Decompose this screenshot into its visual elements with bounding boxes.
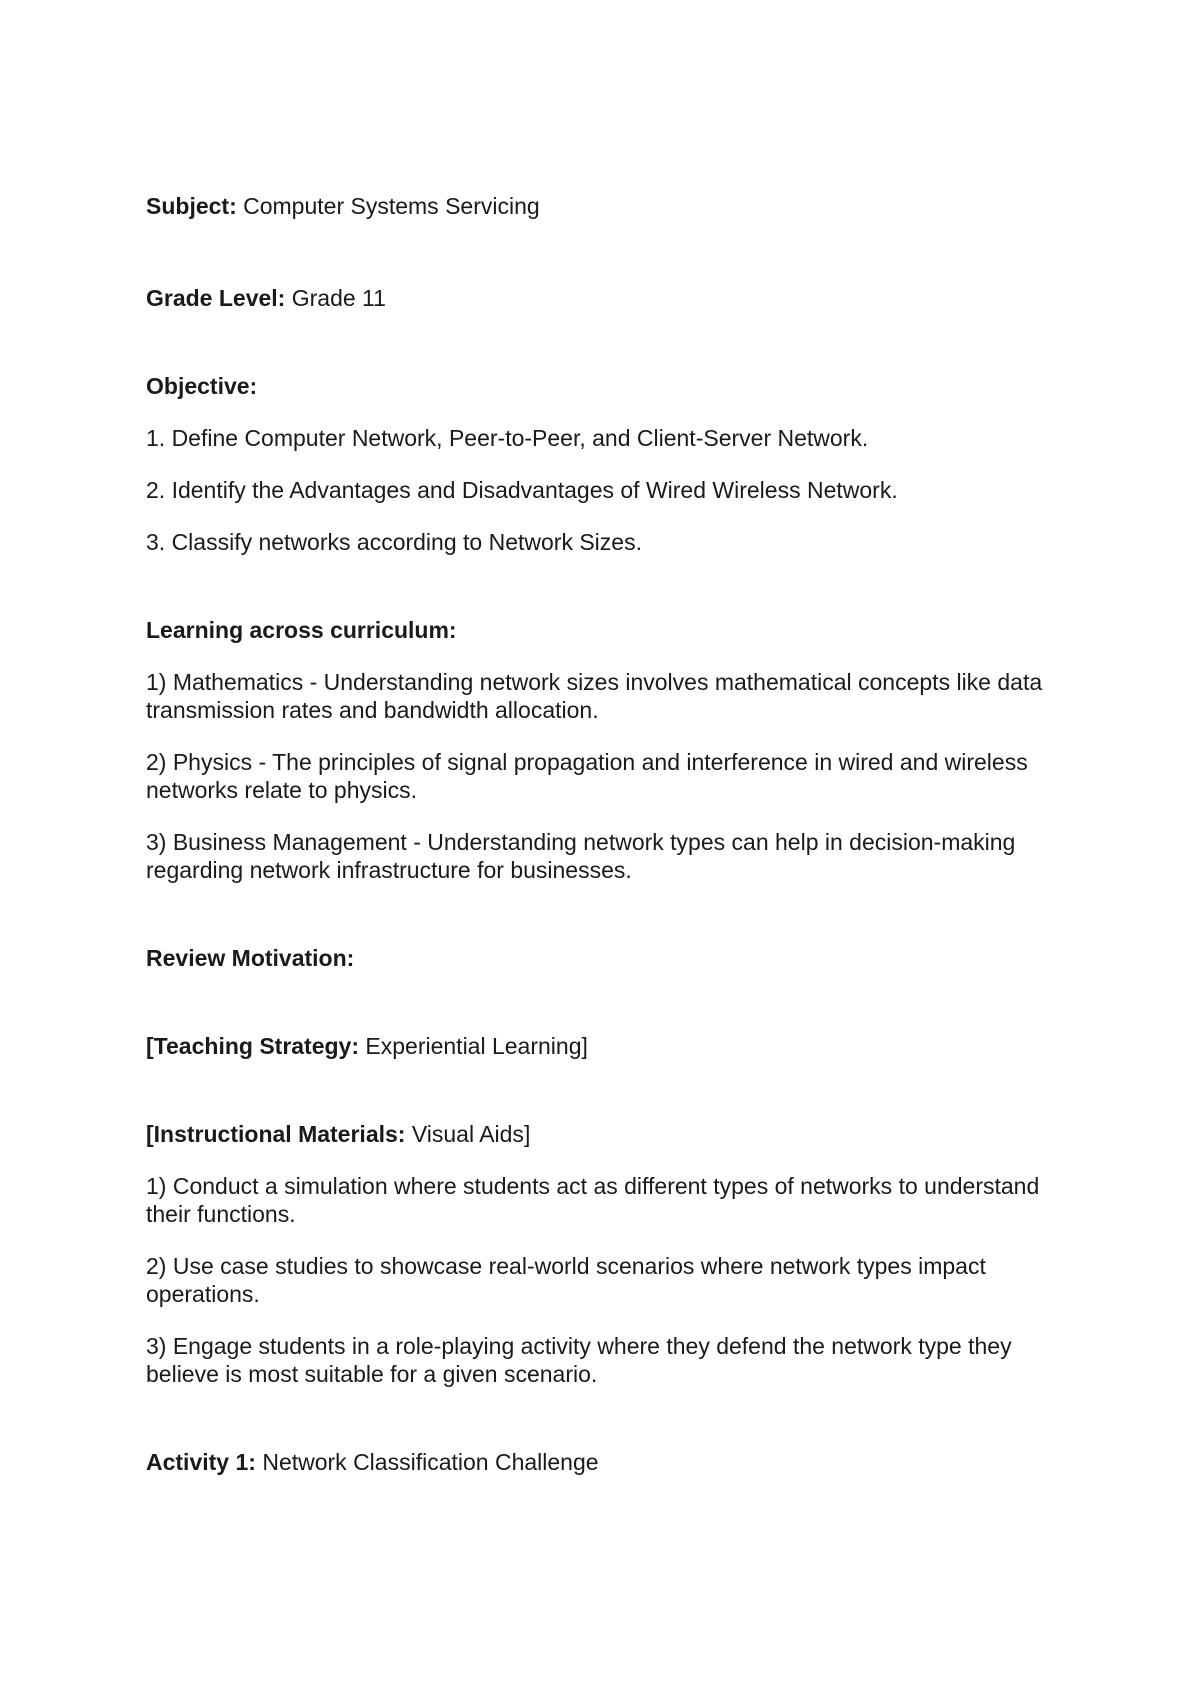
activity-1-value: Network Classification Challenge <box>262 1449 599 1475</box>
subject-label: Subject: <box>146 193 237 219</box>
subject-value: Computer Systems Servicing <box>243 193 540 219</box>
instructional-materials-open: [ <box>146 1121 154 1147</box>
document-content <box>146 192 1056 1476</box>
curriculum-item-3: 3) Business Management - Understanding network types can help in decision-making regarding network infrastructure for businesses. <box>146 829 1016 883</box>
instructional-materials-value: Visual Aids <box>411 1121 524 1147</box>
curriculum-item-2: 2) Physics - The principles of signal propagation and interference in wired and wireless networks relate to physics. <box>146 749 1028 803</box>
teaching-strategy-label: Teaching Strategy: <box>153 1033 360 1059</box>
learning-across-curriculum-heading: Learning across curriculum: <box>146 617 457 643</box>
subject-line <box>146 192 1056 220</box>
teaching-strategy-open: [ <box>146 1033 154 1059</box>
grade-level-label: Grade Level: <box>146 285 286 311</box>
activity-1-line <box>146 1448 1056 1476</box>
curriculum-item-1: 1) Mathematics - Understanding network sizes involves mathematical concepts like data transmission rates and bandwidth allocation. <box>146 669 1043 723</box>
activity-1-label: Activity 1: <box>146 1449 256 1475</box>
teaching-strategy-line <box>146 1032 1056 1060</box>
grade-level-line <box>146 284 1056 312</box>
review-motivation-heading: Review Motivation: <box>146 945 355 971</box>
motivation-item-1: 1) Conduct a simulation where students act as different types of networks to understand their functions. <box>146 1173 1040 1227</box>
instructional-materials-close: ] <box>523 1121 531 1147</box>
grade-level-value: Grade 11 <box>291 285 386 311</box>
teaching-strategy-value: Experiential Learning <box>365 1033 582 1059</box>
motivation-item-3: 3) Engage students in a role-playing activity where they defend the network type they believe is most suitable for a given scenario. <box>146 1333 1012 1387</box>
instructional-materials-label: Instructional Materials: <box>153 1121 406 1147</box>
objective-item-2: 2. Identify the Advantages and Disadvantages of Wired Wireless Network. <box>146 477 898 503</box>
motivation-item-2: 2) Use case studies to showcase real-world scenarios where network types impact operations. <box>146 1253 986 1307</box>
instructional-materials-line <box>146 1120 1056 1148</box>
objective-heading: Objective: <box>146 373 258 399</box>
teaching-strategy-close: ] <box>581 1033 588 1059</box>
objective-item-1: 1. Define Computer Network, Peer-to-Peer, and Client-Server Network. <box>146 425 869 451</box>
objective-item-3: 3. Classify networks according to Network Sizes. <box>146 529 642 555</box>
